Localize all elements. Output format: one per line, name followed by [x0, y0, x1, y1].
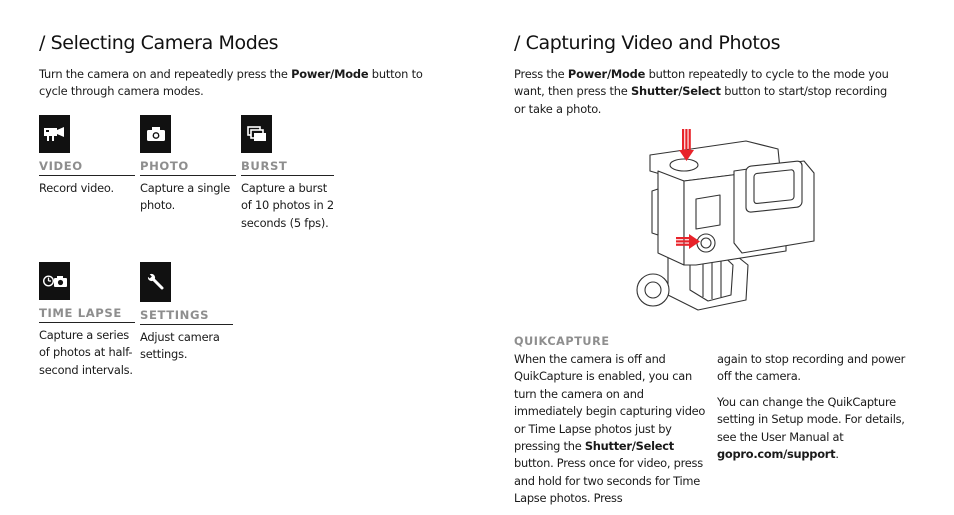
mode-label-photo: PHOTO	[140, 159, 236, 176]
time-lapse-icon	[39, 262, 70, 300]
mode-time-lapse	[39, 262, 135, 379]
mode-desc-photo: Capture a single photo.	[140, 181, 231, 213]
video-camera-icon	[39, 115, 70, 153]
shutter-select-button-name: Shutter/Select	[631, 84, 721, 99]
power-mode-button-name: Power/Mode	[567, 67, 646, 81]
page-title-camera-modes: / Selecting Camera Modes	[39, 32, 279, 54]
support-link: gopro.com/support	[717, 447, 836, 462]
capturing-intro: Press the Power/Mode button repeatedly to cycle to the mode you want, then press the Shutter/Select button to start/stop recording or take a photo.	[514, 67, 889, 116]
wrench-icon	[140, 262, 171, 302]
mode-label-video: VIDEO	[39, 159, 135, 176]
mode-label-time-lapse: TIME LAPSE	[39, 306, 135, 323]
camera-modes-intro: Turn the camera on and repeatedly press the Power/Mode button to cycle through camera modes.	[39, 67, 423, 99]
mode-burst	[241, 115, 334, 232]
camera-illustration	[628, 125, 828, 315]
mode-desc-video: Record video.	[39, 181, 114, 195]
mode-label-burst: BURST	[241, 159, 334, 176]
mode-desc-settings: Adjust camera settings.	[140, 330, 220, 362]
mode-desc-time-lapse: Capture a series of photos at half-second intervals.	[39, 328, 133, 377]
shutter-select-button-name: Shutter/Select	[584, 439, 674, 454]
burst-icon	[241, 115, 272, 153]
quikcapture-column-1: When the camera is off and QuikCapture is enabled, you can turn the camera on and immediately begin capturing video or Time Lapse photos just by pressing the Shutter/Select button. Press once for video, press and hold for two seconds for Time Lapse photos. Press	[514, 352, 706, 506]
power-mode-button-name: Power/Mode	[291, 67, 369, 81]
mode-label-settings: SETTINGS	[140, 308, 233, 325]
mode-photo	[140, 115, 236, 215]
mode-desc-burst: Capture a burst of 10 photos in 2 seconds (5 fps).	[241, 181, 334, 230]
quikcapture-column-2: again to stop recording and power off the camera. You can change the QuikCapture setting in Setup mode. For details, see the User Manual at gopro.com/support.	[717, 352, 906, 462]
mode-video	[39, 115, 135, 197]
photo-camera-icon	[140, 115, 171, 153]
quikcapture-heading: QUIKCAPTURE	[514, 335, 610, 348]
page-title-capturing: / Capturing Video and Photos	[514, 32, 781, 54]
mode-settings	[140, 262, 233, 364]
